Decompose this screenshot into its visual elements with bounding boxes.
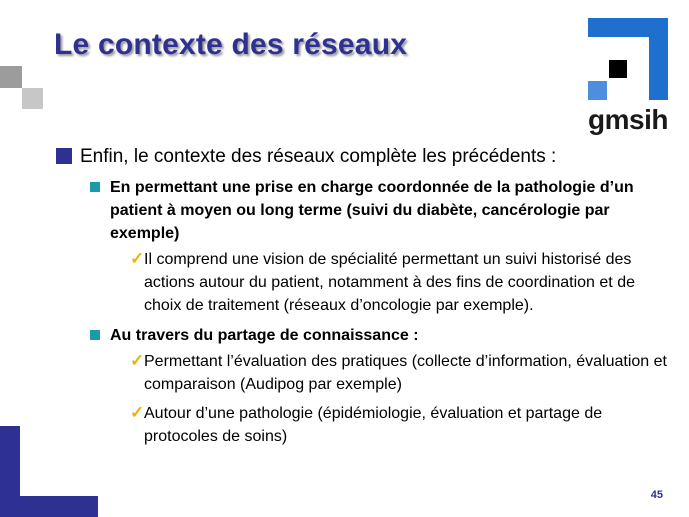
- checkmark-icon: ✓: [130, 403, 145, 422]
- teal-bullet-icon: [90, 182, 100, 192]
- checkmark-icon: ✓: [130, 249, 145, 268]
- check-item-3-text: Autour d’une pathologie (épidémiologie, évaluation et partage de protocoles de soins): [144, 405, 603, 445]
- slide-content: [56, 145, 676, 448]
- check-item-2: [130, 350, 669, 396]
- check-item-1: [130, 248, 669, 317]
- teal-bullet-icon: [90, 330, 100, 340]
- sub-bullet-1: [90, 176, 645, 245]
- check-item-2-text: Permettant l’évaluation des pratiques (collecte d’information, évaluation et comparaison (Audipog par exemple): [144, 353, 667, 393]
- square-bullet-icon: [56, 148, 72, 164]
- check-item-3: [130, 402, 669, 448]
- main-bullet: [56, 145, 676, 169]
- slide-title: Le contexte des réseaux: [54, 28, 408, 61]
- decorative-grey-square: [0, 66, 22, 88]
- corner-bar-horizontal: [0, 496, 98, 517]
- logo-text: gmsih: [588, 104, 668, 135]
- logo-bar-right: [649, 18, 668, 100]
- logo-blue-square: [588, 81, 607, 100]
- slide-number: 45: [650, 489, 663, 501]
- check-item-1-text: Il comprend une vision de spécialité permettant un suivi historisé des actions autour du patient, notamment à des fins de coordination et de choix de traitement (réseaux d’oncologie par exemple).: [144, 251, 635, 314]
- logo-black-square: [609, 60, 627, 78]
- sub-bullet-2: [90, 324, 645, 347]
- decorative-light-grey-square: [22, 88, 43, 109]
- sub-bullet-2-text: Au travers du partage de connaissance :: [110, 327, 419, 344]
- sub-bullet-1-text: En permettant une prise en charge coordonnée de la pathologie d’un patient à moyen ou long terme (suivi du diabète, cancérologie par exemple): [110, 179, 634, 242]
- main-bullet-text: Enfin, le contexte des réseaux complète les précédents :: [80, 146, 557, 167]
- checkmark-icon: ✓: [130, 351, 145, 370]
